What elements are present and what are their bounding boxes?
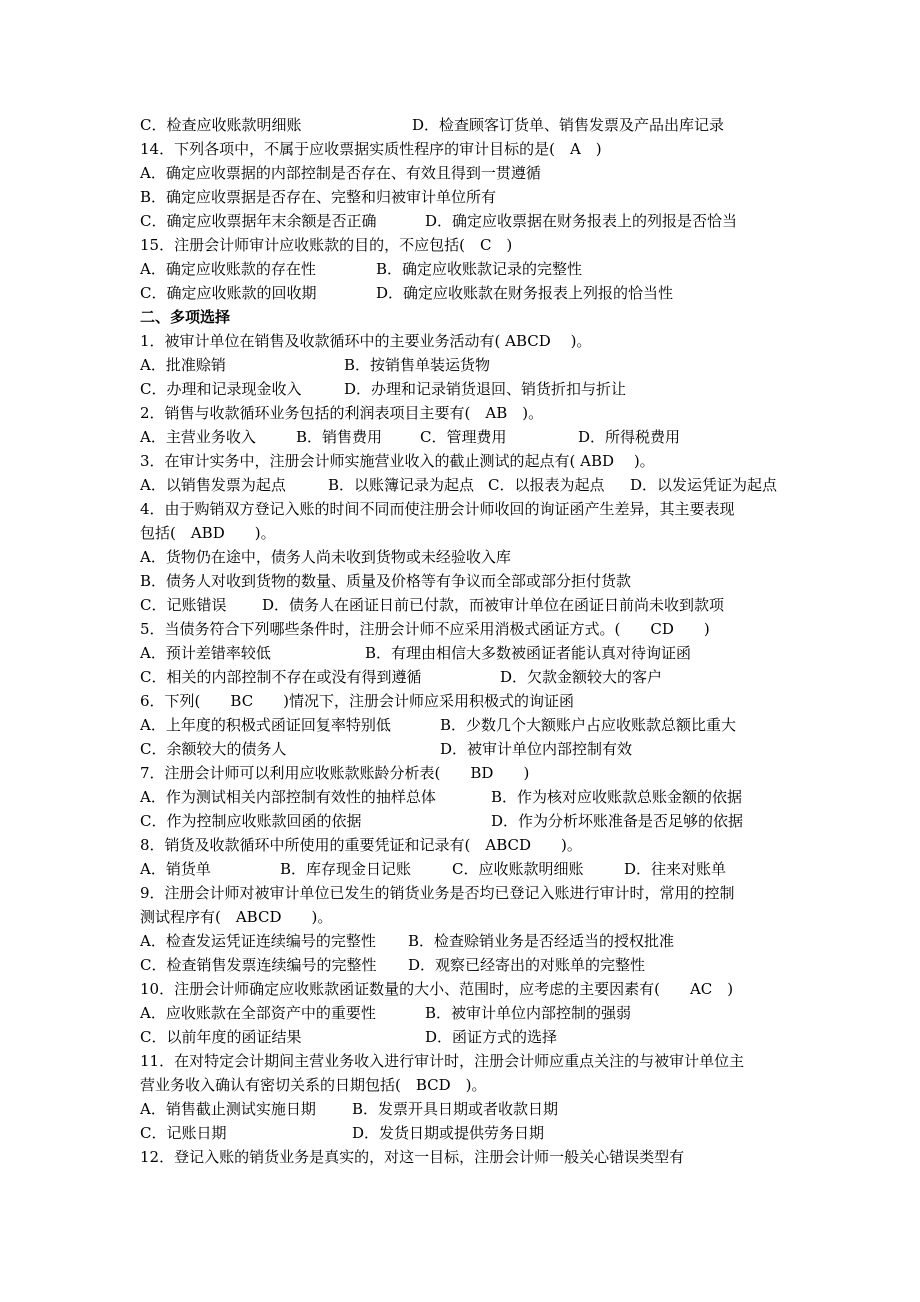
option-text: B．确定应收账款记录的完整性 (376, 260, 583, 278)
text-line (140, 953, 800, 977)
text-line (140, 593, 800, 617)
option-text: A．以销售发票为起点 (140, 476, 286, 494)
text-line (140, 881, 800, 905)
text-line (140, 665, 800, 689)
option-text: D．债务人在函证日前已付款，而被审计单位在函证日前尚未收到款项 (262, 596, 725, 614)
line-text: A．货物仍在途中，债务人尚未收到货物或未经验收入库 (140, 548, 511, 566)
option-text: D．被审计单位内部控制有效 (440, 740, 633, 758)
text-line (140, 161, 800, 185)
option-text: D．发货日期或提供劳务日期 (352, 1124, 545, 1142)
text-line (140, 497, 800, 521)
line-text: 包括( ABD )。 (140, 524, 276, 542)
option-text: B．销售费用 (296, 428, 383, 446)
text-line (140, 617, 800, 641)
line-text: 10．注册会计师确定应收账款函证数量的大小、范围时，应考虑的主要因素有( AC ) (140, 980, 734, 998)
text-line (140, 929, 800, 953)
option-text: C．余额较大的债务人 (140, 740, 287, 758)
text-line (140, 425, 800, 449)
text-line (140, 377, 800, 401)
option-text: A．销售截止测试实施日期 (140, 1100, 316, 1118)
line-text: A．确定应收票据的内部控制是否存在、有效且得到一贯遵循 (140, 164, 541, 182)
option-text: B．检查赊销业务是否经适当的授权批准 (408, 932, 675, 950)
text-line (140, 257, 800, 281)
line-text: B．债务人对收到货物的数量、质量及价格等有争议而全部或部分拒付货款 (140, 572, 632, 590)
option-text: A．上年度的积极式函证回复率特别低 (140, 716, 391, 734)
option-text: A．检查发运凭证连续编号的完整性 (140, 932, 376, 950)
option-text: D．欠款金额较大的客户 (500, 668, 663, 686)
line-text: 12．登记入账的销货业务是真实的，对这一目标，注册会计师一般关心错误类型有 (140, 1148, 685, 1166)
line-text: 2．销售与收款循环业务包括的利润表项目主要有( AB )。 (140, 404, 544, 422)
option-text: A．主营业务收入 (140, 428, 256, 446)
option-text: D．所得税费用 (578, 428, 681, 446)
line-text: 9．注册会计师对被审计单位已发生的销货业务是否均已登记入账进行审计时，常用的控制 (140, 884, 735, 902)
line-text: 4．由于购销双方登记入账的时间不同而使注册会计师收回的询证函产生差异，其主要表现 (140, 500, 735, 518)
option-text: C．管理费用 (420, 428, 507, 446)
text-line (140, 1097, 800, 1121)
text-line (140, 1145, 800, 1169)
line-text: 5．当债务符合下列哪些条件时，注册会计师不应采用消极式函证方式。( CD ) (140, 620, 710, 638)
option-text: C．检查应收账款明细账 (140, 116, 302, 134)
line-text: 7．注册会计师可以利用应收账款账龄分析表( BD ) (140, 764, 530, 782)
option-text: C．以报表为起点 (488, 476, 605, 494)
text-line (140, 761, 800, 785)
option-text: C．作为控制应收账款回函的依据 (140, 812, 362, 830)
option-text: A．销货单 (140, 860, 211, 878)
text-line (140, 209, 800, 233)
option-text: D．作为分析坏账准备是否足够的依据 (491, 812, 744, 830)
option-text: C．办理和记录现金收入 (140, 380, 302, 398)
text-line (140, 905, 800, 929)
option-text: B．作为核对应收账款总账金额的依据 (491, 788, 743, 806)
line-text: 1．被审计单位在销售及收款循环中的主要业务活动有( ABCD )。 (140, 332, 592, 350)
option-text: C．相关的内部控制不存在或没有得到遵循 (140, 668, 422, 686)
text-line (140, 401, 800, 425)
option-text: C．应收账款明细账 (452, 860, 584, 878)
option-text: D．办理和记录销货退回、销货折扣与折让 (344, 380, 627, 398)
line-text: 8．销货及收款循环中所使用的重要凭证和记录有( ABCD )。 (140, 836, 582, 854)
text-line (140, 353, 800, 377)
line-text: 3．在审计实务中，注册会计师实施营业收入的截止测试的起点有( ABD )。 (140, 452, 655, 470)
text-line (140, 977, 800, 1001)
line-text: 15．注册会计师审计应收账款的目的，不应包括( C ) (140, 236, 513, 254)
option-text: D．往来对账单 (624, 860, 727, 878)
text-line (140, 233, 800, 257)
text-line (140, 809, 800, 833)
text-line (140, 1001, 800, 1025)
option-text: D．确定应收票据在财务报表上的列报是否恰当 (425, 212, 738, 230)
text-line (140, 857, 800, 881)
line-text: 6．下列( BC )情况下，注册会计师应采用积极式的询证函 (140, 692, 575, 710)
option-text: C．确定应收账款的回收期 (140, 284, 317, 302)
text-line (140, 137, 800, 161)
option-text: B．库存现金日记账 (280, 860, 412, 878)
section-heading (140, 305, 800, 329)
text-line (140, 833, 800, 857)
option-text: B．发票开具日期或者收款日期 (352, 1100, 559, 1118)
text-line (140, 281, 800, 305)
line-text: 测试程序有( ABCD )。 (140, 908, 333, 926)
option-text: A．批准赊销 (140, 356, 226, 374)
text-line (140, 449, 800, 473)
text-line (140, 785, 800, 809)
text-line (140, 521, 800, 545)
option-text: C．记账错误 (140, 596, 227, 614)
line-text: 14．下列各项中，不属于应收票据实质性程序的审计目标的是( A ) (140, 140, 602, 158)
text-line (140, 473, 800, 497)
option-text: A．确定应收账款的存在性 (140, 260, 316, 278)
text-line (140, 113, 800, 137)
line-text: 二、多项选择 (140, 308, 231, 326)
text-line (140, 1073, 800, 1097)
option-text: B．按销售单装运货物 (344, 356, 491, 374)
text-line (140, 641, 800, 665)
option-text: A．作为测试相关内部控制有效性的抽样总体 (140, 788, 436, 806)
text-line (140, 569, 800, 593)
option-text: D．函证方式的选择 (425, 1028, 558, 1046)
text-line (140, 1121, 800, 1145)
text-line (140, 713, 800, 737)
option-text: B．被审计单位内部控制的强弱 (425, 1004, 632, 1022)
text-line (140, 329, 800, 353)
option-text: D．观察已经寄出的对账单的完整性 (408, 956, 646, 974)
option-text: C．记账日期 (140, 1124, 227, 1142)
option-text: B．少数几个大额账户占应收账款总额比重大 (440, 716, 737, 734)
option-text: D．以发运凭证为起点 (630, 476, 778, 494)
option-text: C．以前年度的函证结果 (140, 1028, 302, 1046)
line-text: 11．在对特定会计期间主营业务收入进行审计时，注册会计师应重点关注的与被审计单位主 (140, 1052, 745, 1070)
option-text: A．应收账款在全部资产中的重要性 (140, 1004, 376, 1022)
line-text: 营业务收入确认有密切关系的日期包括( BCD )。 (140, 1076, 487, 1094)
text-line (140, 545, 800, 569)
option-text: D．确定应收账款在财务报表上列报的恰当性 (376, 284, 674, 302)
option-text: C．检查销售发票连续编号的完整性 (140, 956, 377, 974)
text-line (140, 185, 800, 209)
option-text: D．检查顾客订货单、销售发票及产品出库记录 (412, 116, 725, 134)
text-line (140, 689, 800, 713)
option-text: C．确定应收票据年末余额是否正确 (140, 212, 377, 230)
text-line (140, 737, 800, 761)
option-text: B．有理由相信大多数被函证者能认真对待询证函 (365, 644, 692, 662)
option-text: A．预计差错率较低 (140, 644, 271, 662)
option-text: B．以账簿记录为起点 (328, 476, 475, 494)
text-line (140, 1049, 800, 1073)
text-line (140, 1025, 800, 1049)
line-text: B．确定应收票据是否存在、完整和归被审计单位所有 (140, 188, 497, 206)
